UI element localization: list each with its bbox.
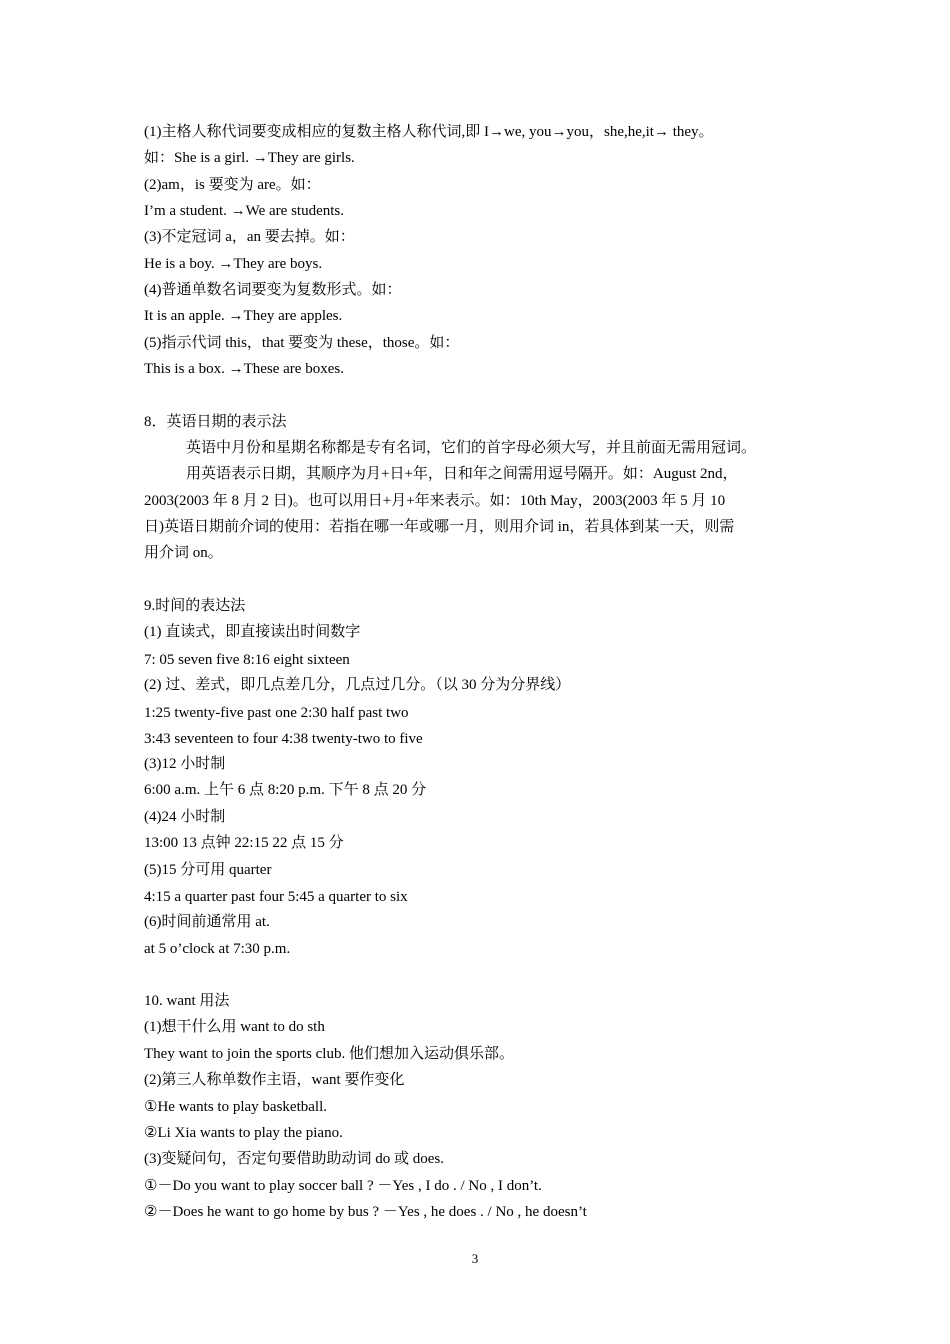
time-example-1: 7: 05 seven five 8:16 eight sixteen [144, 652, 350, 668]
want-rule-3: (3)变疑问句，否定句要借助助动词 do 或 does. [144, 1151, 444, 1167]
time-example-6: at 5 o’clock at 7:30 p.m. [144, 941, 291, 957]
want-rule-2: (2)第三人称单数作主语，want 要作变化 [144, 1072, 405, 1088]
want-example-2a: ①He wants to play basketball. [144, 1099, 327, 1115]
plural-example-1: 如：She is a girl. →They are girls. [144, 150, 355, 166]
want-example-1: They want to join the sports club. 他们想加入运动俱乐部。 [144, 1046, 514, 1062]
time-example-5: 4:15 a quarter past four 5:45 a quarter to six [144, 889, 408, 905]
time-example-2b: 3:43 seventeen to four 4:38 twenty-two to five [144, 731, 423, 747]
section-9-heading: 9.时间的表达法 [144, 598, 246, 614]
plural-rule-3: (3)不定冠词 a，an 要去掉。如： [144, 229, 355, 245]
time-example-4: 13:00 13 点钟 22:15 22 点 15 分 [144, 835, 344, 851]
plural-example-3: He is a boy. →They are boys. [144, 256, 323, 272]
section-8-heading: 8．英语日期的表示法 [144, 414, 287, 430]
time-rule-6: (6)时间前通常用 at. [144, 914, 270, 930]
time-rule-4: (4)24 小时制 [144, 809, 226, 825]
plural-example-4: It is an apple. →They are apples. [144, 308, 343, 324]
want-example-2b: ②Li Xia wants to play the piano. [144, 1125, 343, 1141]
section-8-paragraph-1: 英语中月份和星期名称都是专有名词，它们的首字母必须大写，并且前面无需用冠词。 [186, 440, 757, 456]
time-example-2a: 1:25 twenty-five past one 2:30 half past two [144, 705, 409, 721]
plural-example-5: This is a box. →These are boxes. [144, 361, 344, 377]
section-8-paragraph-2-line-4: 用介词 on。 [144, 545, 223, 561]
time-example-3: 6:00 a.m. 上午 6 点 8:20 p.m. 下午 8 点 20 分 [144, 782, 427, 798]
plural-rule-2: (2)am，is 要变为 are。如： [144, 177, 321, 193]
time-rule-2: (2) 过、差式，即几点差几分，几点过几分。（以 30 分为分界线） [144, 677, 571, 693]
section-8-paragraph-2-line-3: 日)英语日期前介词的使用：若指在哪一年或哪一月，则用介词 in，若具体到某一天，则需 [144, 519, 735, 535]
time-rule-1: (1) 直读式，即直接读出时间数字 [144, 624, 361, 640]
section-10-heading: 10. want 用法 [144, 993, 230, 1009]
plural-rule-1: (1)主格人称代词要变成相应的复数主格人称代词,即 I→we, you→you，she,he,it→ they。 [144, 124, 714, 140]
want-rule-1: (1)想干什么用 want to do sth [144, 1019, 325, 1035]
want-example-3a: ①－Do you want to play soccer ball ? －Yes , I do . / No , I don’t. [144, 1178, 542, 1194]
plural-rule-5: (5)指示代词 this，that 要变为 these，those。如： [144, 335, 460, 351]
section-8-paragraph-2-line-1: 用英语表示日期，其顺序为月+日+年，日和年之间需用逗号隔开。如：August 2nd， [186, 466, 738, 482]
section-8-paragraph-2-line-2: 2003(2003 年 8 月 2 日)。也可以用日+月+年来表示。如：10th May，2003(2003 年 5 月 10 [144, 493, 726, 509]
time-rule-3: (3)12 小时制 [144, 756, 226, 772]
plural-example-2: I’m a student. →We are students. [144, 203, 344, 219]
page-number: 3 [471, 1251, 479, 1266]
time-rule-5: (5)15 分可用 quarter [144, 862, 272, 878]
plural-rule-4: (4)普通单数名词要变为复数形式。如： [144, 282, 402, 298]
want-example-3b: ②－Does he want to go home by bus ? －Yes , he does . / No , he doesn’t [144, 1204, 587, 1220]
